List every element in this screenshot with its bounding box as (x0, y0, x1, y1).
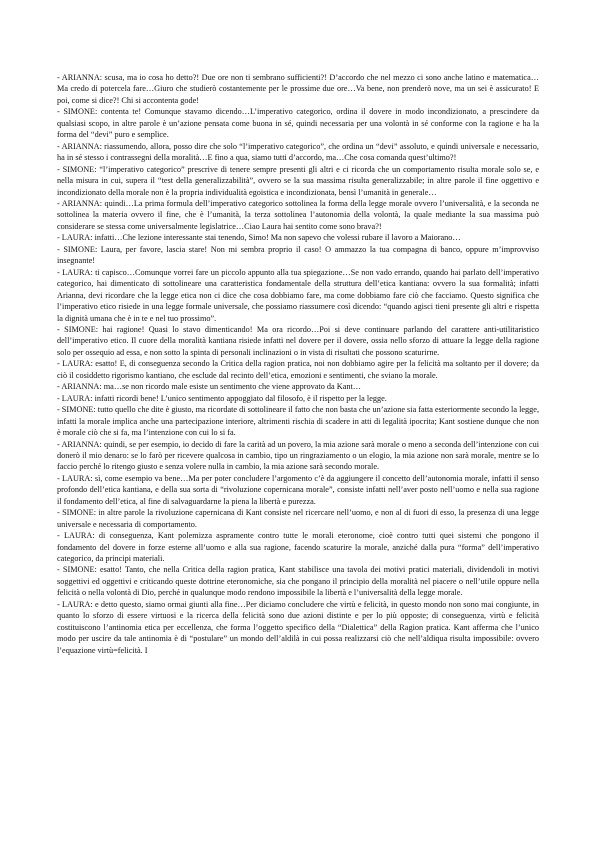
paragraph-laura-7: - LAURA: e detto questo, siamo ormai giunti alla fine…Per diciamo concludere che virtù e felicità, in questo mondo non sono mai congiunte, in quanto lo sforzo di essere virtuosi e la ricerca della felicità sono due azioni distinte e per lo più opposte; di conseguenza, virtù e felicità costituiscono l’antinomia etica per eccellenza, che forma l’oggetto specifico della “Dialettica” della Ragion pratica. Kant afferma che l’unico modo per uscire da tale antinomia è di “postulare” un mondo dell’aldilà in cui possa realizzarsi ciò che nell’aldiqua risulta impossibile: ovvero l’equazione virtù=felicità. I (57, 599, 539, 655)
dialogue-text (57, 72, 539, 656)
paragraph-simone-7: - SIMONE: esatto! Tanto, che nella Critica della ragion pratica, Kant stabilisce una tavola dei motivi pratici materiali, dividendoli in motivi soggettivi ed oggettivi e criticando queste dottrine eteronomiche, sia che pongano il principio della moralità nel piacere o nell’utile oppure nella felicità o nella volontà di Dio, perché in qualunque modo rendono impossibile la libertà e l’universalità della legge morale. (57, 565, 539, 598)
paragraph-laura-1: - LAURA: infatti…Che lezione interessante stai tenendo, Simo! Ma non sapevo che volessi rubare il lavoro a Maiorano… (57, 233, 461, 243)
paragraph-laura-4: - LAURA: infatti ricordi bene! L’unico sentimento appoggiato dal filosofo, è il rispetto per la legge. (57, 393, 387, 403)
paragraph-arianna-1: - ARIANNA: scusa, ma io cosa ho detto?! Due ore non ti sembrano sufficienti?! D’accordo che nel mezzo ci sono anche latino e matematica…Ma credo di potercela fare…Giuro che studierò costantemente per le prossime due ore…Va bene, non prenderò nove, ma un sei è assicurato! E poi, come si dice?! Chi si accontenta gode! (57, 73, 539, 105)
paragraph-laura-6: - LAURA: di conseguenza, Kant polemizza aspramente contro tutte le morali eteronome, cioè contro tutti quei sistemi che pongono il fondamento del dovere in forze esterne all’uomo e alla sua ragione, facendo scaturire la morale, anziché dalla pura “forma” dell’imperativo categorico, da principi materiali. (57, 531, 539, 564)
paragraph-simone-1: - SIMONE: contenta te! Comunque stavamo dicendo…L’imperativo categorico, ordina il dovere in modo incondizionato, a prescindere da qualsiasi scopo, in altre parole è un’azione pensata come buona in sé, quindi necessaria per una volontà in sé conforme con la ragione e ha la forma del “devi” puro e semplice. (57, 107, 539, 140)
paragraph-laura-2: - LAURA: ti capisco…Comunque vorrei fare un piccolo appunto alla tua spiegazione…Se non vado errando, quando hai parlato dell’imperativo categorico, hai dimenticato di sottolineare una caratteristica fondamentale della struttura dell’etica kantiana: ovvero la sua formalità; infatti Arianna, devi ricordare che la legge etica non ci dice che cosa dobbiamo fare, ma come dobbiamo fare ciò che facciamo. Questo significa che l’imperativo etico risiede in una legge formale universale, che possiamo riassumere così dicendo: “quando agisci tieni presente gli altri e rispetta la dignità umana che è in te e nel tuo prossimo”. (57, 267, 539, 323)
paragraph-laura-3: - LAURA: esatto! E, di conseguenza secondo la Critica della ragion pratica, noi non dobbiamo agire per la felicità ma soltanto per il dovere; da ciò il cosiddetto rigorismo kantiano, che esclude dal recinto dell’etica, emozioni e sentimenti, che sviano la morale. (57, 359, 539, 380)
paragraph-simone-4: - SIMONE: hai ragione! Quasi lo stavo dimenticando! Ma ora ricordo…Poi si deve continuare parlando del carattere anti-utilitaristico dell’imperativo etico. Il cuore della moralità kantiana risiede infatti nel dovere per il dovere, ossia nello sforzo di attuare la legge della ragione solo per ossequio ad essa, e non sotto la spinta di personali inclinazioni o in vista di risultati che possono scaturirne. (57, 324, 539, 357)
paragraph-laura-5: - LAURA: sì, come esempio va bene…Ma per poter concludere l’argomento c’è da aggiungere il concetto dell’autonomia morale, infatti il senso profondo dell’etica kantiana, e della sua sorta di “rivoluzione copernicana morale”, consiste infatti nell’aver posto nell’uomo e nella sua ragione il fondamento dell’etica, al fine di salvaguardarne la piena la libertà e purezza. (57, 473, 539, 506)
paragraph-arianna-4: - ARIANNA: ma…se non ricordo male esiste un sentimento che viene approvato da Kant… (57, 382, 362, 392)
paragraph-arianna-5: - ARIANNA: quindi, se per esempio, io decido di fare la carità ad un povero, la mia azione sarà morale o meno a seconda dell’intenzione con cui donerò il mio denaro: se lo farò per ricevere qualcosa in cambio, tipo un ringraziamento o un elogio, la mia azione non sarà morale, mentre se lo faccio perché lo ritengo giusto e senza volere nulla in cambio, la mia azione sarà secondo morale. (57, 439, 539, 472)
paragraph-arianna-3: - ARIANNA: quindi…La prima formula dell’imperativo categorico sottolinea la forma della legge morale ovvero l’universalità, e la seconda ne sottolinea la materia ovvero il fine, che è l’umanità, la terza sottolinea l’autonomia della volontà, la quale mediante la sua massima può considerare se stessa come universalmente legislatrice…Ciao Laura hai sentito come sono brava?! (57, 198, 539, 231)
paragraph-simone-5: - SIMONE: tutto quello che dite è giusto, ma ricordate di sottolineare il fatto che non basta che un’azione sia fatta esteriormente secondo la legge, infatti la morale implica anche una partecipazione interiore, altrimenti rischia di scadere in atti di legalità ipocrita; Kant sostiene dunque che non è morale ciò che si fa, ma l’intenzione con cui lo si fa. (57, 405, 540, 438)
paragraph-simone-3: - SIMONE: Laura, per favore, lascia stare! Non mi sembra proprio il caso! O ammazzo la tua compagna di banco, oppure m’improvviso insegnante! (57, 244, 539, 266)
paragraph-simone-6: - SIMONE: in altre parole la rivoluzione capernicana di Kant consiste nel ricercare nell’uomo, e non al di fuori di esso, la presenza di una legge universale e necessaria di comportamento. (57, 508, 539, 529)
paragraph-simone-2: - SIMONE: “l’imperativo categorico” prescrive di tenere sempre presenti gli altri e ci ricorda che un comportamento risulta morale solo se, e nella misura in cui, supera il “test della generalizzabilità”, ovvero se la sua massima risulta generalizzabile; in altre parole il fine oggettivo e incondizionato della morale non è la propria individualità egoistica e incondizionata, bensì l’umanità in generale… (57, 164, 539, 197)
paragraph-arianna-2: - ARIANNA: riassumendo, allora, posso dire che solo “l’imperativo categorico”, che ordina un “devi” assoluto, e quindi universale e necessario, ha in sé stesso i contrassegni della moralità…E fino a qua, siamo tutti d’accordo, ma…Che cosa comanda quest’ultimo?! (57, 141, 539, 163)
